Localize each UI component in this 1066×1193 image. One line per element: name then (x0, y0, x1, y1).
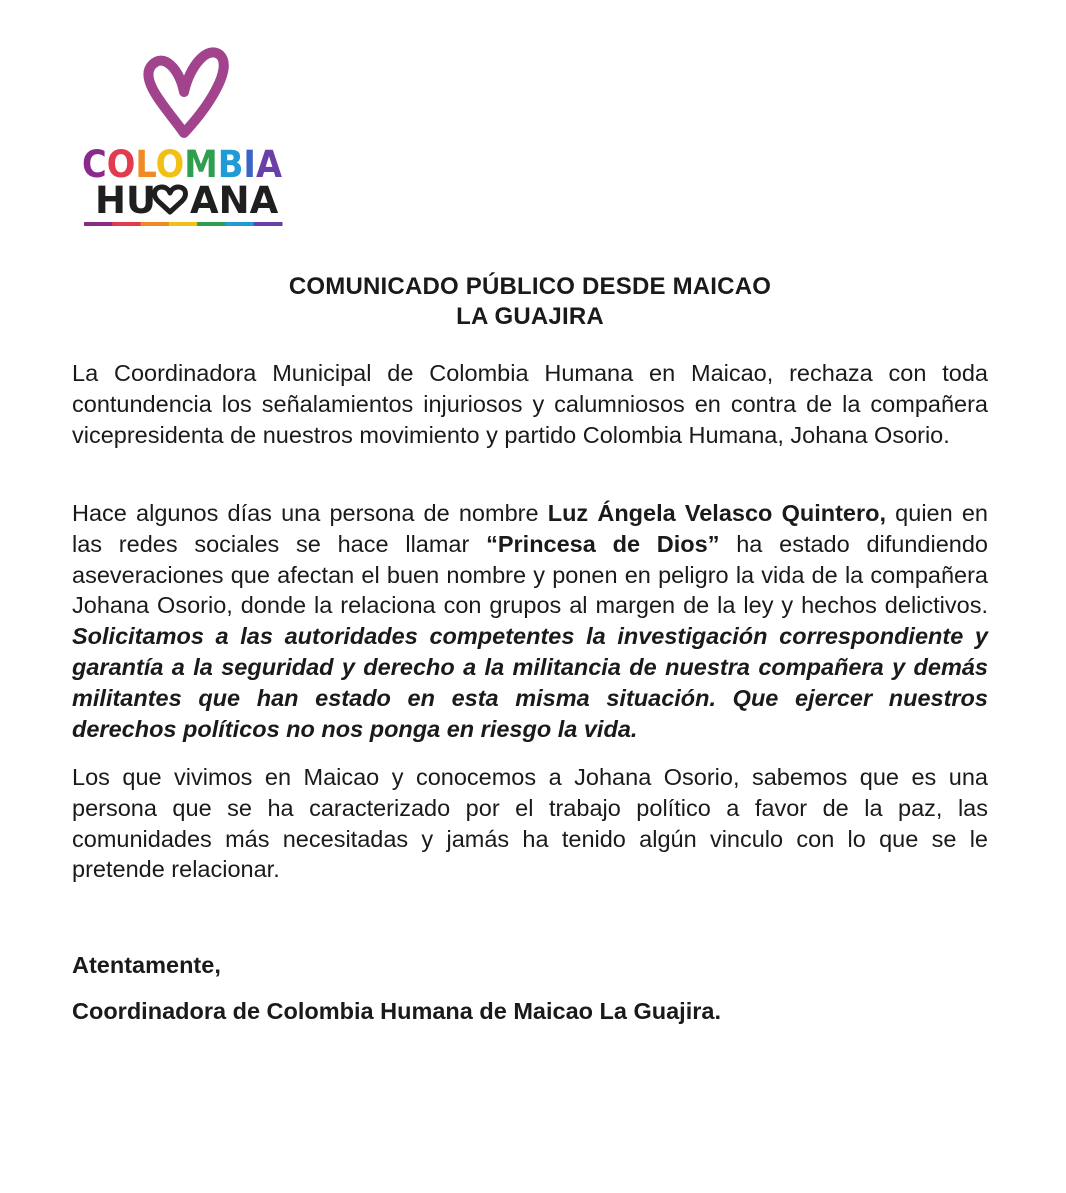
colombia-humana-logo (80, 40, 290, 230)
document-title (0, 272, 1060, 332)
closing-signature: Coordinadora de Colombia Humana de Maicao La Guajira. (72, 998, 721, 1024)
logo-letter: C (82, 143, 110, 186)
logo-stripe-segment (112, 222, 141, 226)
logo-line-2-right: ANA (190, 179, 279, 222)
logo-letter: O (155, 143, 188, 186)
logo-letter: L (135, 143, 158, 186)
paragraph-2 (72, 498, 988, 744)
person-alias: “Princesa de Dios” (486, 530, 720, 557)
logo-letter: O (106, 143, 139, 186)
logo-stripe-segment (197, 222, 226, 226)
logo-stripe-segment (141, 222, 170, 226)
logo-letter: A (255, 143, 285, 186)
logo-letter: B (217, 143, 246, 186)
paragraph-2-text-1: Hace algunos días una persona de nombre (72, 500, 548, 526)
paragraph-3: Los que vivimos en Maicao y conocemos a Johana Osorio, sabemos que es una persona que se ha caracterizado por el trabajo político a favor de la paz, las comunidades más necesitadas y jamás ha tenido algún vinculo con lo que se le pretende relacionar. (72, 764, 988, 883)
closing-salutation: Atentamente, (72, 952, 221, 978)
logo-letter: I (243, 143, 258, 186)
logo-line-2-left: HU (95, 179, 157, 222)
heart-icon (148, 52, 223, 133)
logo-graphic (80, 40, 290, 230)
logo-stripe-segment (169, 222, 198, 226)
logo-letter: M (184, 143, 222, 186)
logo-wordmark (82, 143, 285, 222)
small-heart-icon (155, 187, 186, 212)
logo-stripe-segment (84, 222, 113, 226)
paragraph-1: La Coordinadora Municipal de Colombia Humana en Maicao, rechaza con toda contundencia los señalamientos injuriosos y calumniosos en contra de la compañera vicepresidenta de nuestros movimiento y partido Colombia Humana, Johana Osorio. (72, 360, 988, 448)
paragraph-2-text-3: ha estado difundiendo aseveraciones que afectan el buen nombre y ponen en peligro la vida de la compañera Johana Osorio, donde la relaciona con grupos al margen de la ley y hechos delictivos. (72, 530, 988, 619)
paragraph-2-emphasis: Solicitamos a las autoridades competentes la investigación correspondiente y garantía a la seguridad y derecho a la militancia de nuestra compañera y demás militantes que han estado en esta misma situación. Que ejercer nuestros derechos políticos no nos ponga en riesgo la vida. (72, 623, 988, 742)
paragraph-2-text-2: quien en las redes sociales se hace llamar (72, 500, 988, 557)
logo-stripe-segment (254, 222, 283, 226)
title-line-1: COMUNICADO PÚBLICO DESDE MAICAO (288, 273, 772, 300)
logo-stripe-segment (225, 222, 254, 226)
title-line-2: LA GUAJIRA (456, 303, 604, 330)
person-name: Luz Ángela Velasco Quintero, (547, 500, 887, 526)
logo-color-stripe (84, 222, 283, 226)
